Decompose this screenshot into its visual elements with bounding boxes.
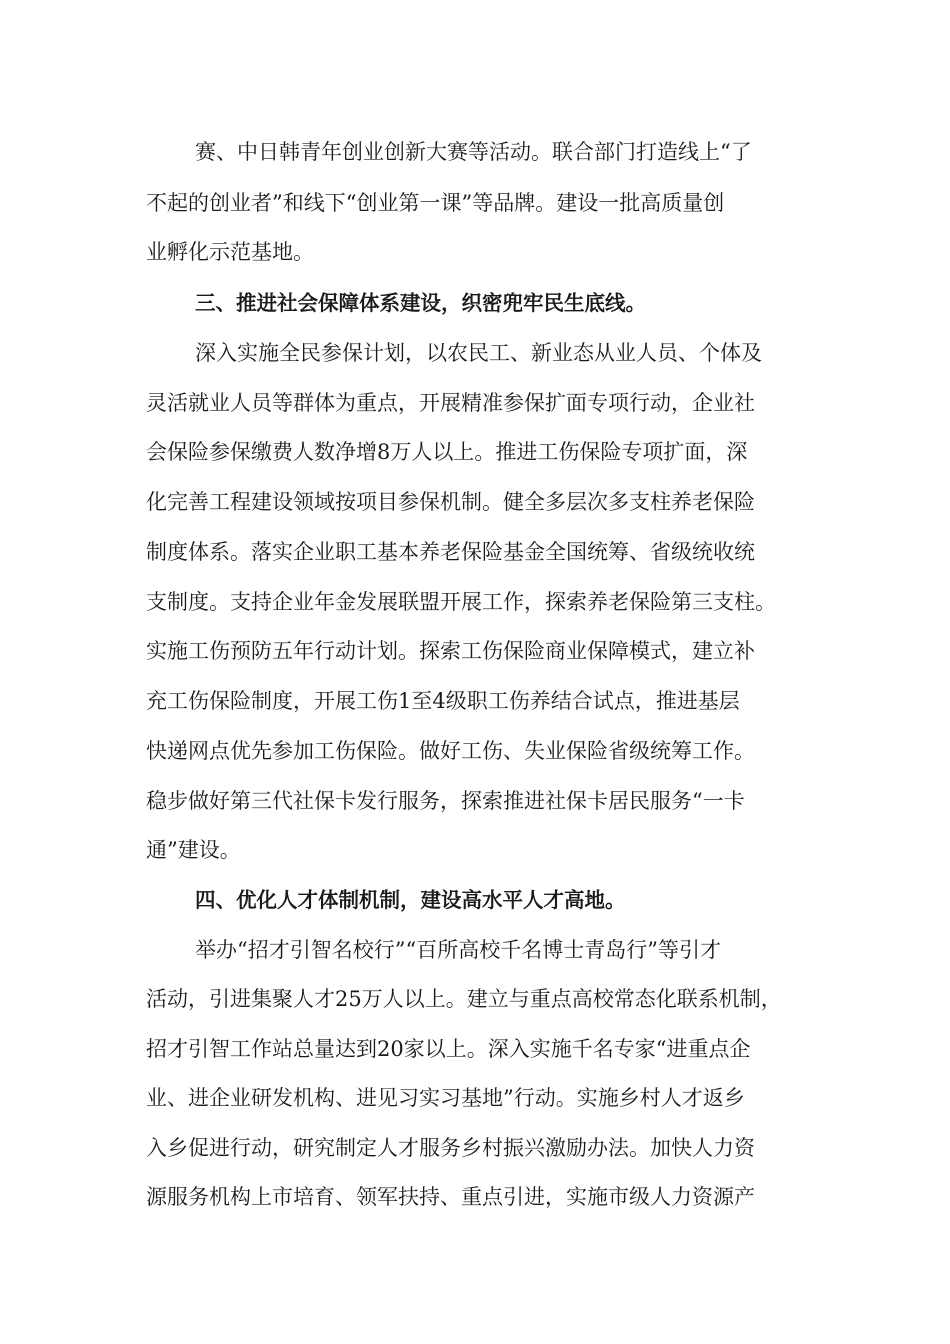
paragraph-3-line: 活动，引进集聚人才25万人以上。建立与重点高校常态化联系机制， (146, 987, 782, 1011)
paragraph-2-line: 支制度。支持企业年金发展联盟开展工作，探索养老保险第三支柱。 (146, 590, 776, 614)
paragraph-3-line: 招才引智工作站总量达到20家以上。深入实施千名专家“进重点企 (146, 1037, 751, 1061)
paragraph-2-line: 制度体系。落实企业职工基本养老保险基金全国统筹、省级统收统 (146, 540, 755, 564)
paragraph-1-line: 不起的创业者”和线下“创业第一课”等品牌。建设一批高质量创 (146, 191, 725, 215)
paragraph-2-line: 充工伤保险制度，开展工伤1至4级职工伤养结合试点，推进基层 (146, 689, 740, 713)
paragraph-2-line: 通”建设。 (146, 838, 241, 862)
paragraph-2-line: 稳步做好第三代社保卡发行服务，探索推进社保卡居民服务“一卡 (146, 789, 745, 813)
paragraph-3-line: 业、进企业研发机构、进见习实习基地”行动。实施乡村人才返乡 (146, 1086, 745, 1110)
paragraph-2-line: 实施工伤预防五年行动计划。探索工伤保险商业保障模式，建立补 (146, 639, 755, 663)
section-heading-4: 四、优化人才体制机制，建设高水平人才高地。 (195, 888, 626, 912)
paragraph-2-line: 灵活就业人员等群体为重点，开展精准参保扩面专项行动，企业社 (146, 391, 755, 415)
paragraph-1-line: 赛、中日韩青年创业创新大赛等活动。联合部门打造线上“了 (195, 140, 752, 164)
paragraph-2-line: 化完善工程建设领域按项目参保机制。健全多层次多支柱养老保险 (146, 490, 755, 514)
paragraph-1-line: 业孵化示范基地。 (146, 240, 314, 264)
paragraph-2-line: 会保险参保缴费人数净增8万人以上。推进工伤保险专项扩面，深 (146, 440, 748, 464)
section-heading-3: 三、推进社会保障体系建设，织密兜牢民生底线。 (195, 291, 646, 315)
paragraph-3-line: 举办“招才引智名校行”“百所高校千名博士青岛行”等引才 (195, 938, 721, 962)
paragraph-2-line: 深入实施全民参保计划，以农民工、新业态从业人员、个体及 (195, 341, 762, 365)
paragraph-3-line: 源服务机构上市培育、领军扶持、重点引进，实施市级人力资源产 (146, 1185, 755, 1209)
paragraph-2-line: 快递网点优先参加工伤保险。做好工伤、失业保险省级统筹工作。 (146, 739, 755, 763)
paragraph-3-line: 入乡促进行动，研究制定人才服务乡村振兴激励办法。加快人力资 (146, 1136, 755, 1160)
